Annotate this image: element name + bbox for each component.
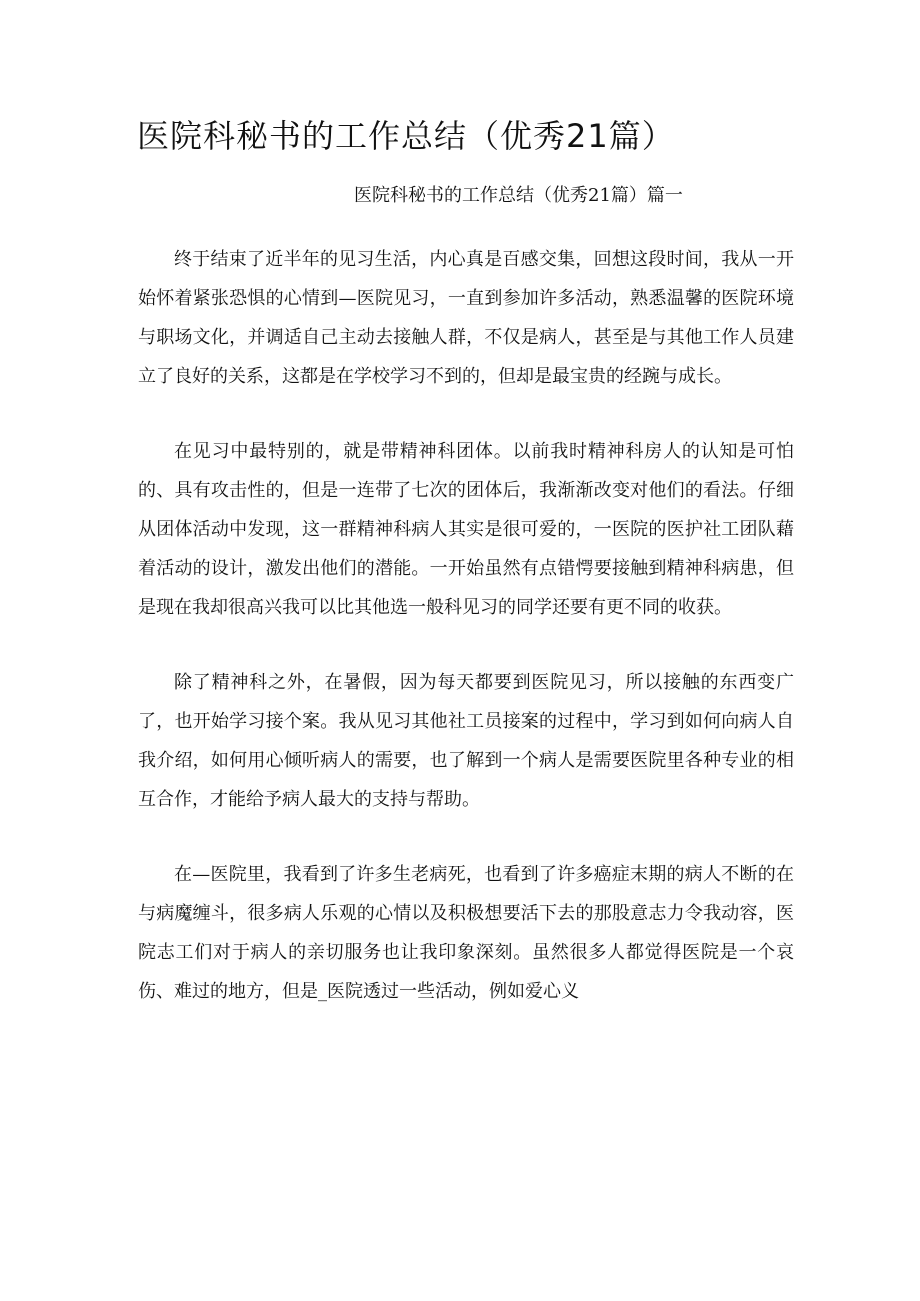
document-title: 医院科秘书的工作总结（优秀21篇） [137, 117, 675, 155]
paragraph-4: 在—医院里，我看到了许多生老病死，也看到了许多癌症末期的病人不断的在与病魔缠斗，很多病人乐观的心情以及积极想要活下去的那股意志力令我动容，医院志工们对于病人的亲切服务也让我印象深刻。虽然很多人都觉得医院是一个哀伤、难过的地方，但是_医院透过一些活动，例如爱心义 [138, 864, 794, 1002]
section-title: 医院科秘书的工作总结（优秀21篇）篇一 [354, 185, 683, 206]
paragraph-3: 除了精神科之外，在暑假，因为每天都要到医院见习，所以接触的东西变广了，也开始学习接个案。我从见习其他社工员接案的过程中，学习到如何向病人自我介绍，如何用心倾听病人的需要，也了解到一个病人是需要医院里各种专业的相互合作，才能给予病人最大的支持与帮助。 [138, 672, 794, 810]
document-body [138, 240, 794, 1047]
paragraph-1: 终于结束了近半年的见习生活，内心真是百感交集，回想这段时间，我从一开始怀着紧张恐惧的心情到—医院见习，一直到参加许多活动，熟悉温馨的医院环境与职场文化，并调适自己主动去接触人群，不仅是病人，甚至是与其他工作人员建立了良好的关系，这都是在学校学习不到的，但却是最宝贵的经踠与成长。 [138, 249, 794, 387]
paragraph-2: 在见习中最特别的，就是带精神科团体。以前我时精神科房人的认知是可怕的、具有攻击性的，但是一连带了七次的团体后，我渐渐改变对他们的看法。仔细从团体活动中发现，这一群精神科病人其实是很可爱的，一医院的医护社工团队藉着活动的设计，激发出他们的潜能。一开始虽然有点错愕要接触到精神科病患，但是现在我却很高兴我可以比其他选一般科见习的同学还要有更不同的收获。 [138, 441, 794, 618]
